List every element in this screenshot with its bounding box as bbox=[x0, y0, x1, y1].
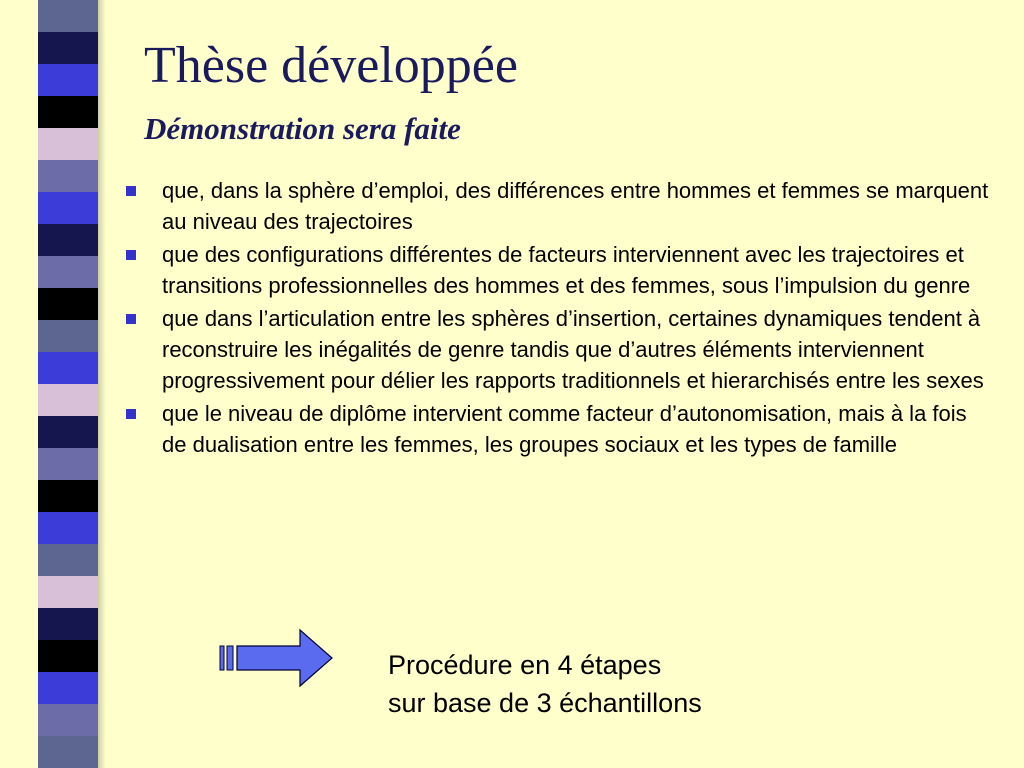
bullet-item bbox=[124, 239, 994, 301]
stripe-band bbox=[38, 0, 98, 32]
stripe-band bbox=[38, 352, 98, 384]
stripe-band bbox=[38, 128, 98, 160]
slide-subtitle: Démonstration sera faite bbox=[144, 111, 461, 146]
procedure-line-2: sur base de 3 échantillons bbox=[388, 688, 702, 718]
stripe-band bbox=[38, 512, 98, 544]
stripe-band bbox=[38, 160, 98, 192]
bullet-item bbox=[124, 175, 994, 237]
square-bullet-icon bbox=[126, 250, 136, 260]
stripe-band bbox=[38, 576, 98, 608]
stripe-band bbox=[38, 256, 98, 288]
bullet-text: que des configurations différentes de facteurs interviennent avec les trajectoires et transitions professionnelles des hommes et des femmes, sous l’impulsion du genre bbox=[162, 242, 971, 298]
stripe-band bbox=[38, 416, 98, 448]
striped-right-arrow-icon bbox=[218, 628, 336, 688]
decorative-stripe bbox=[38, 0, 98, 768]
stripe-band bbox=[38, 448, 98, 480]
stripe-band bbox=[38, 64, 98, 96]
stripe-band bbox=[38, 320, 98, 352]
square-bullet-icon bbox=[126, 409, 136, 419]
stripe-band bbox=[38, 672, 98, 704]
stripe-band bbox=[38, 192, 98, 224]
stripe-band bbox=[38, 96, 98, 128]
stripe-band bbox=[38, 704, 98, 736]
bullet-text: que, dans la sphère d’emploi, des différences entre hommes et femmes se marquent au niveau des trajectoires bbox=[162, 178, 989, 234]
procedure-line-1: Procédure en 4 étapes bbox=[388, 650, 662, 680]
stripe-band bbox=[38, 288, 98, 320]
stripe-band bbox=[38, 384, 98, 416]
stripe-band bbox=[38, 224, 98, 256]
slide-title: Thèse développée bbox=[144, 37, 518, 94]
procedure-note bbox=[388, 646, 702, 722]
bullet-text: que le niveau de diplôme intervient comme facteur d’autonomisation, mais à la fois de dualisation entre les femmes, les groupes sociaux et les types de famille bbox=[162, 401, 967, 457]
square-bullet-icon bbox=[126, 186, 136, 196]
stripe-band bbox=[38, 480, 98, 512]
bullet-text: que dans l’articulation entre les sphères d’insertion, certaines dynamiques tendent à reconstruire les inégalités de genre tandis que d’autres éléments interviennent progressivement pour délier les rapports traditionnels et hierarchisés entre les sexes bbox=[162, 306, 984, 393]
bullet-item bbox=[124, 303, 994, 396]
square-bullet-icon bbox=[126, 314, 136, 324]
stripe-band bbox=[38, 32, 98, 64]
stripe-band bbox=[38, 608, 98, 640]
stripe-shadow bbox=[98, 0, 106, 768]
stripe-band bbox=[38, 736, 98, 768]
bullet-list bbox=[124, 175, 994, 462]
stripe-band bbox=[38, 640, 98, 672]
stripe-band bbox=[38, 544, 98, 576]
bullet-item bbox=[124, 398, 994, 460]
